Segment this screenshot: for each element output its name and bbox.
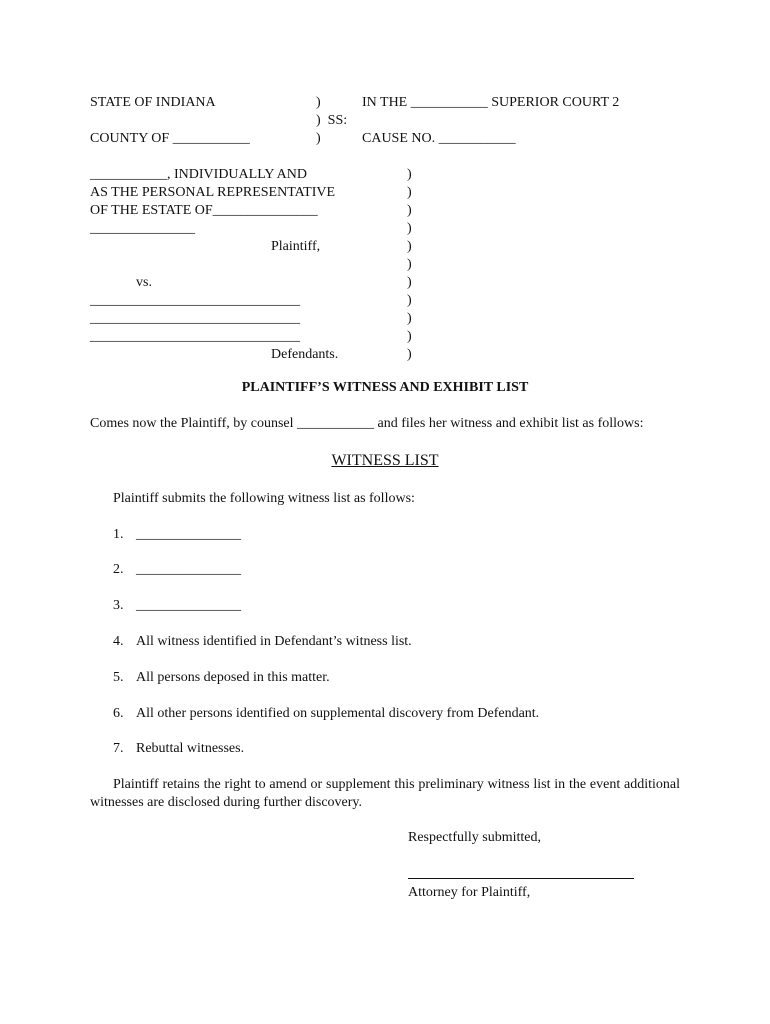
- list-text: All persons deposed in this matter.: [136, 670, 330, 685]
- caption-court: IN THE ___________ SUPERIOR COURT 2: [362, 95, 620, 110]
- intro-paragraph: Comes now the Plaintiff, by counsel ___________ and files her witness and exhibit list as follows:: [90, 416, 644, 431]
- caption-paren: ): [407, 239, 412, 254]
- list-text: _______________: [136, 598, 241, 613]
- defendant-line: ______________________________: [90, 293, 300, 308]
- list-item: [113, 705, 539, 723]
- list-number: 1.: [113, 527, 124, 542]
- list-intro: Plaintiff submits the following witness list as follows:: [113, 491, 415, 506]
- defendants-label: Defendants.: [271, 347, 339, 362]
- list-item: [113, 597, 241, 615]
- caption-paren: ): [407, 185, 412, 200]
- list-number: 2.: [113, 562, 124, 577]
- list-item: [113, 669, 330, 687]
- list-item: [113, 633, 412, 651]
- caption-paren: ): [407, 293, 412, 308]
- attorney-label: Attorney for Plaintiff,: [408, 885, 531, 900]
- versus-label: vs.: [136, 275, 152, 290]
- list-text: _______________: [136, 562, 241, 577]
- list-number: 7.: [113, 741, 124, 756]
- caption-cause-number: CAUSE NO. ___________: [362, 131, 516, 146]
- defendant-line: ______________________________: [90, 311, 300, 326]
- plaintiff-label: Plaintiff,: [271, 239, 321, 254]
- list-text: All other persons identified on supplemental discovery from Defendant.: [136, 706, 540, 721]
- caption-paren: ): [407, 203, 412, 218]
- list-item: [113, 526, 241, 544]
- list-number: 5.: [113, 670, 124, 685]
- list-number: 4.: [113, 634, 124, 649]
- caption-county: COUNTY OF ___________: [90, 131, 250, 146]
- party-line: OF THE ESTATE OF_______________: [90, 203, 318, 218]
- caption-paren: ): [407, 347, 412, 362]
- list-text: Rebuttal witnesses.: [136, 741, 245, 756]
- witness-list-heading: WITNESS LIST: [331, 452, 439, 469]
- document-title: PLAINTIFF’S WITNESS AND EXHIBIT LIST: [241, 380, 529, 395]
- caption-paren: ): [316, 95, 321, 110]
- caption-paren: ): [407, 221, 412, 236]
- caption-ss: ) SS:: [316, 113, 348, 128]
- list-item: [113, 740, 244, 758]
- defendant-line: ______________________________: [90, 329, 300, 344]
- party-line: AS THE PERSONAL REPRESENTATIVE: [90, 185, 336, 200]
- list-number: 3.: [113, 598, 124, 613]
- caption-paren: ): [316, 131, 321, 146]
- caption-paren: ): [407, 257, 412, 272]
- party-line: _______________: [90, 221, 195, 236]
- signature-line: [408, 878, 634, 879]
- list-text: All witness identified in Defendant’s witness list.: [136, 634, 412, 649]
- respectfully-submitted: Respectfully submitted,: [408, 830, 541, 845]
- caption-paren: ): [407, 275, 412, 290]
- caption-paren: ): [407, 329, 412, 344]
- list-text: _______________: [136, 527, 241, 542]
- caption-paren: ): [407, 311, 412, 326]
- caption-state: STATE OF INDIANA: [90, 95, 216, 110]
- list-number: 6.: [113, 706, 124, 721]
- list-item: [113, 561, 241, 579]
- party-line: ___________, INDIVIDUALLY AND: [90, 167, 307, 182]
- closing-paragraph: Plaintiff retains the right to amend or supplement this preliminary witness list in the event additional witnesses are disclosed during further discovery.: [90, 777, 680, 810]
- caption-paren: ): [407, 167, 412, 182]
